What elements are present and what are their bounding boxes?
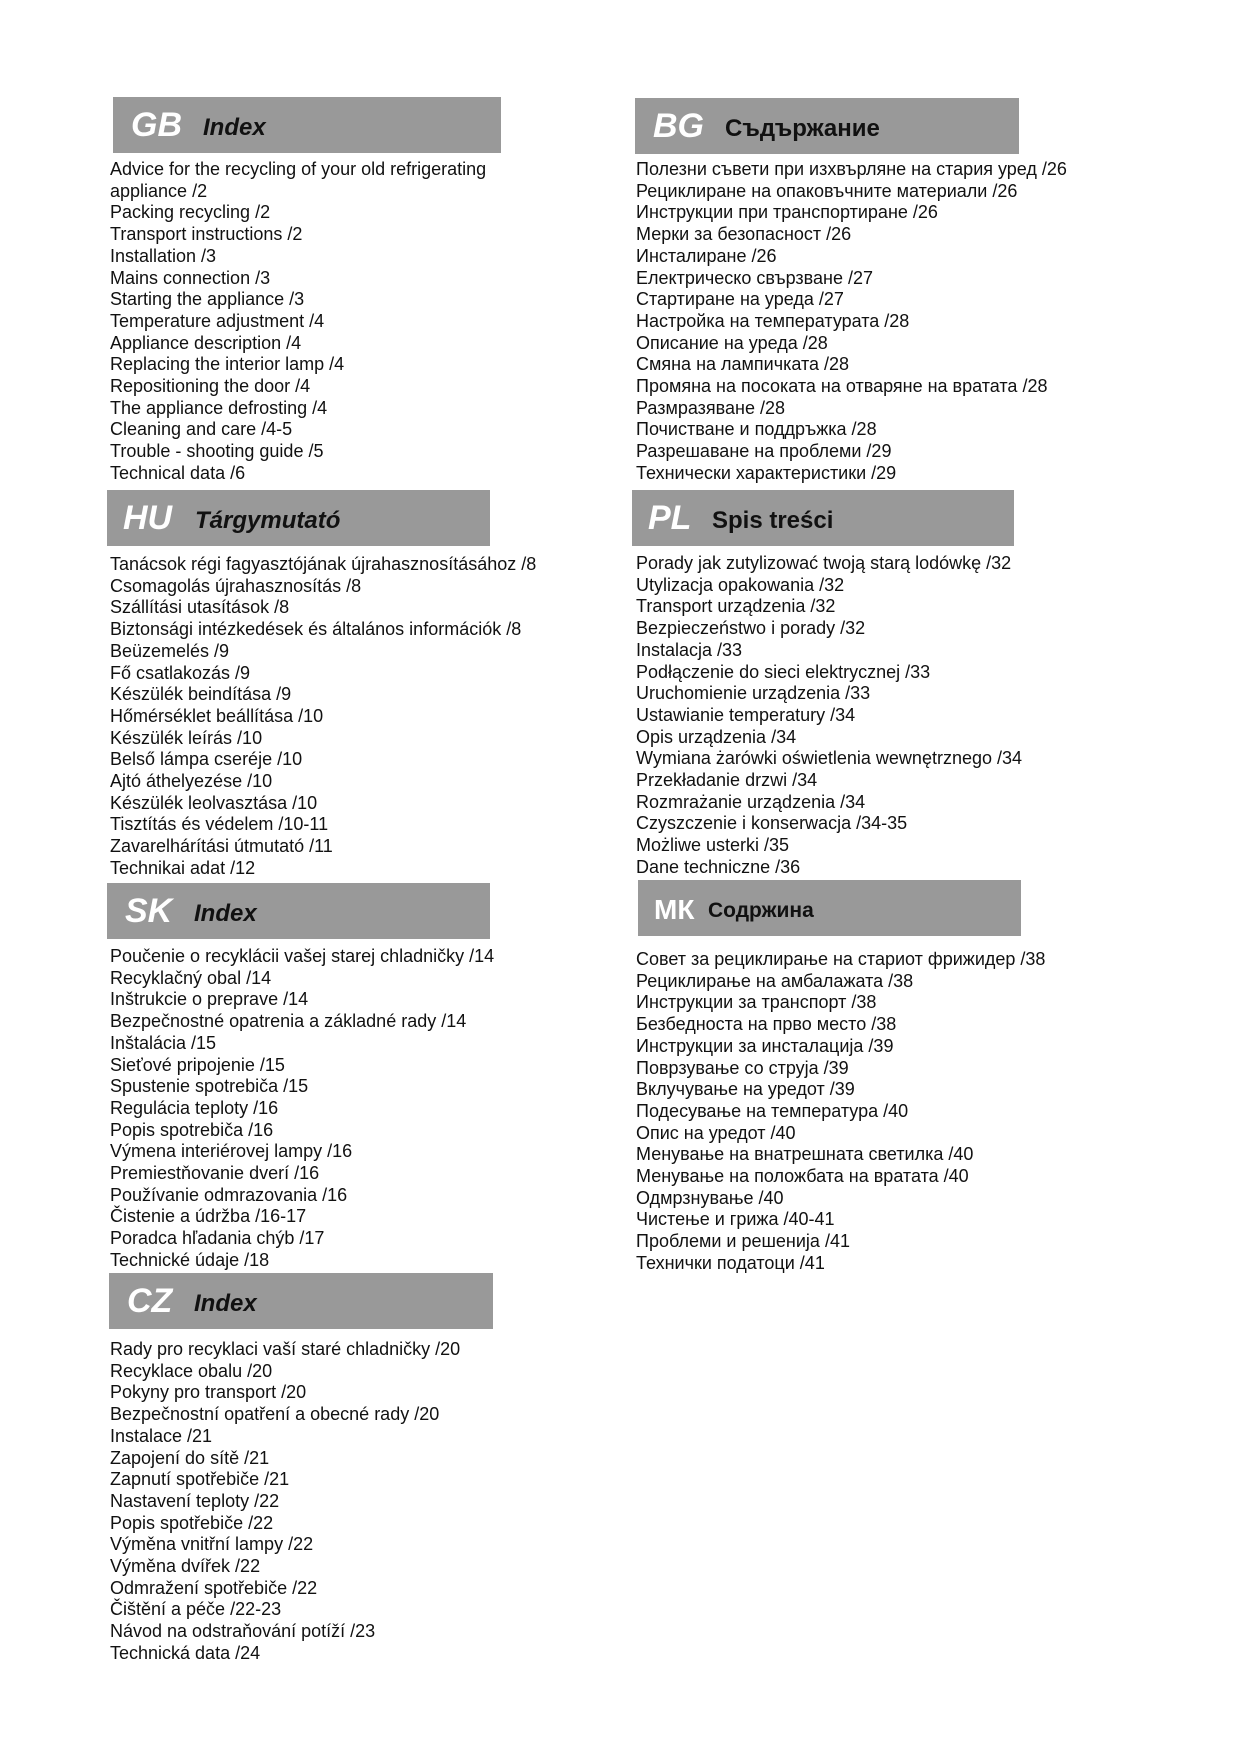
gb-list-item: Cleaning and care /4-5 [110,419,293,440]
gb-list-item: Repositioning the door /4 [110,376,311,397]
gb-list-item: Installation /3 [110,245,217,266]
hu-list-item: Tisztítás és védelem /10-11 [110,814,329,835]
bg-list-item: Описание на уреда /28 [636,332,828,353]
bg-list-item: Рециклиране на опаковъчните материали /26 [636,180,1018,201]
pl-list-item: Instalacja /33 [636,639,743,660]
gb-title: Index [203,114,266,141]
bg-list-item: Настройка на температурата /28 [636,310,910,331]
cz-title: Index [194,1290,257,1317]
cz-list-item: Pokyny pro transport /20 [110,1382,307,1403]
hu-list-item: Ajtó áthelyezése /10 [110,771,273,792]
mk-list-item: Инструкции за транспорт /38 [636,992,877,1013]
mk-list-item: Одмрзнување /40 [636,1187,784,1208]
mk-list-item: Рециклирање на амбалажата /38 [636,970,914,991]
hu-list-item: Zavarelhárítási útmutató /11 [110,836,333,857]
hu-list-item: Fő csatlakozás /9 [110,662,251,683]
pl-list-item: Utylizacja opakowania /32 [636,574,845,595]
mk-list-item: Инструкции за инсталација /39 [636,1035,894,1056]
mk-list [636,949,1045,1275]
gb-list [110,159,486,485]
bg-list-item: Инструкции при транспортиране /26 [636,202,938,223]
sk-list-item: Popis spotrebiča /16 [110,1119,274,1140]
cz-list-item: Výměna vnitřní lampy /22 [110,1534,314,1555]
gb-code: GB [131,106,182,144]
pl-title: Spis treści [712,507,834,534]
sk-title: Index [194,900,257,927]
cz-list-item: Recyklace obalu /20 [110,1360,273,1381]
mk-list-item: Безбедноста на прво место /38 [636,1014,897,1035]
pl-list-item: Uruchomienie urządzenia /33 [636,683,871,704]
cz-banner [109,1273,493,1329]
cz-list-item: Rady pro recyklaci vaší staré chladničky /20 [110,1339,461,1359]
cz-code: CZ [127,1282,173,1320]
gb-list-item: Trouble - shooting guide /5 [110,441,324,462]
gb-list-item: Temperature adjustment /4 [110,310,325,331]
cz-list-item: Popis spotřebiče /22 [110,1512,274,1533]
sk-list-item: Používanie odmrazovania /16 [110,1184,348,1205]
sk-list-item: Bezpečnostné opatrenia a základné rady /14 [110,1011,467,1032]
gb-list-item: The appliance defrosting /4 [110,397,328,418]
hu-list-item: Belső lámpa cseréje /10 [110,749,303,770]
bg-list [636,159,1067,485]
bg-title: Съдържание [725,115,880,142]
gb-list-item: appliance /2 [110,180,208,201]
bg-list-item: Смяна на лампичката /28 [636,354,850,375]
gb-list-item: Packing recycling /2 [110,202,271,223]
mk-title: Содржина [708,899,814,922]
pl-list-item: Rozmrażanie urządzenia /34 [636,791,866,812]
bg-list-item: Полезни съвети при изхвърляне на стария уред /26 [636,159,1067,179]
mk-list-item: Опис на уредот /40 [636,1122,796,1143]
bg-list-item: Разрешаване на проблеми /29 [636,441,892,462]
cz-list-item: Odmražení spotřebiče /22 [110,1577,318,1598]
sk-list-item: Recyklačný obal /14 [110,967,272,988]
cz-list-item: Zapojení do sítě /21 [110,1447,270,1468]
mk-banner [638,880,1021,936]
pl-list [636,553,1022,879]
mk-list-item: Чистење и грижа /40-41 [636,1209,835,1230]
pl-code: PL [648,499,692,537]
hu-list-item: Készülék leírás /10 [110,727,263,748]
cz-list-item: Zapnutí spotřebiče /21 [110,1469,290,1490]
sk-banner [107,883,490,939]
pl-list-item: Porady jak zutylizować twoją starą lodówkę /32 [636,553,1012,573]
gb-list-item: Advice for the recycling of your old refrigerating [110,159,487,179]
gb-list-item: Appliance description /4 [110,332,302,353]
sk-list-item: Technické údaje /18 [110,1249,270,1270]
pl-list-item: Przekładanie drzwi /34 [636,770,818,791]
pl-list-item: Opis urządzenia /34 [636,726,797,747]
pl-list-item: Podłączenie do sieci elektrycznej /33 [636,661,931,682]
sk-list-item: Spustenie spotrebiča /15 [110,1076,309,1097]
gb-list-item: Transport instructions /2 [110,224,303,245]
mk-list-item: Менување на положбата на вратата /40 [636,1166,969,1187]
hu-list [110,554,536,880]
pl-list-item: Dane techniczne /36 [636,856,801,877]
cz-list-item: Bezpečnostní opatření a obecné rady /20 [110,1404,440,1425]
bg-list-item: Размразяване /28 [636,397,786,418]
mk-list-item: Поврзување со струја /39 [636,1057,849,1078]
mk-code: МК [654,894,695,925]
gb-banner [113,97,501,153]
gb-list-item: Technical data /6 [110,462,246,483]
hu-code: HU [123,499,173,537]
pl-list-item: Transport urządzenia /32 [636,596,836,617]
hu-list-item: Technikai adat /12 [110,857,256,878]
sk-list-item: Poučenie o recyklácii vašej starej chladničky /14 [110,946,495,966]
mk-list-item: Технички податоци /41 [636,1252,825,1273]
sk-list-item: Poradca hľadania chýb /17 [110,1228,325,1249]
cz-list-item: Instalace /21 [110,1425,213,1446]
hu-banner [107,490,490,546]
pl-list-item: Wymiana żarówki oświetlenia wewnętrznego /34 [636,748,1023,769]
hu-list-item: Szállítási utasítások /8 [110,597,290,618]
bg-list-item: Технически характеристики /29 [636,462,897,483]
pl-banner [632,490,1014,546]
hu-list-item: Tanácsok régi fagyasztójának újrahasznosításához /8 [110,554,537,574]
hu-list-item: Hőmérséklet beállítása /10 [110,705,324,726]
cz-list [110,1339,460,1665]
sk-list-item: Inštalácia /15 [110,1032,217,1053]
cz-list-item: Technická data /24 [110,1642,261,1663]
hu-list-item: Készülék leolvasztása /10 [110,792,318,813]
sk-list-item: Výmena interiérovej lampy /16 [110,1141,353,1162]
mk-list-item: Вклучување на уредот /39 [636,1079,855,1100]
sk-list-item: Inštrukcie o preprave /14 [110,989,309,1010]
sk-list-item: Premiestňovanie dverí /16 [110,1163,320,1184]
cz-list-item: Čištění a péče /22-23 [110,1599,282,1620]
hu-list-item: Csomagolás újrahasznosítás /8 [110,575,362,596]
bg-list-item: Електрическо свързване /27 [636,267,874,288]
bg-code: BG [653,107,704,145]
mk-list-item: Подесување на температура /40 [636,1100,909,1121]
sk-list-item: Čistenie a údržba /16-17 [110,1206,307,1227]
sk-code: SK [125,892,173,930]
cz-list-item: Výměna dvířek /22 [110,1556,261,1577]
bg-list-item: Инсталиране /26 [636,245,777,266]
cz-list-item: Nastavení teploty /22 [110,1490,280,1511]
hu-list-item: Beüzemelés /9 [110,640,230,661]
gb-list-item: Replacing the interior lamp /4 [110,354,345,375]
bg-banner [635,98,1019,154]
sk-list-item: Sieťové pripojenie /15 [110,1054,285,1075]
bg-list-item: Мерки за безопасност /26 [636,224,852,245]
gb-list-item: Mains connection /3 [110,267,271,288]
mk-list-item: Совет за рециклирање на стариот фрижидер /38 [636,949,1046,969]
bg-list-item: Почистване и поддръжка /28 [636,419,877,440]
pl-list-item: Możliwe usterki /35 [636,835,790,856]
mk-list-item: Проблеми и решенија /41 [636,1231,850,1252]
gb-list-item: Starting the appliance /3 [110,289,305,310]
pl-list-item: Bezpieczeństwo i porady /32 [636,618,866,639]
hu-list-item: Készülék beindítása /9 [110,684,292,705]
pl-list-item: Ustawianie temperatury /34 [636,704,856,725]
sk-list [110,946,494,1272]
bg-list-item: Промяна на посоката на отваряне на вратата /28 [636,376,1048,397]
bg-list-item: Стартиране на уреда /27 [636,289,844,310]
pl-list-item: Czyszczenie i konserwacja /34-35 [636,813,908,834]
sk-list-item: Regulácia teploty /16 [110,1097,279,1118]
hu-list-item: Biztonsági intézkedések és általános információk /8 [110,619,522,640]
cz-list-item: Návod na odstraňování potíží /23 [110,1621,376,1642]
hu-title: Tárgymutató [195,507,341,534]
mk-list-item: Менување на внатрешната светилка /40 [636,1144,974,1165]
